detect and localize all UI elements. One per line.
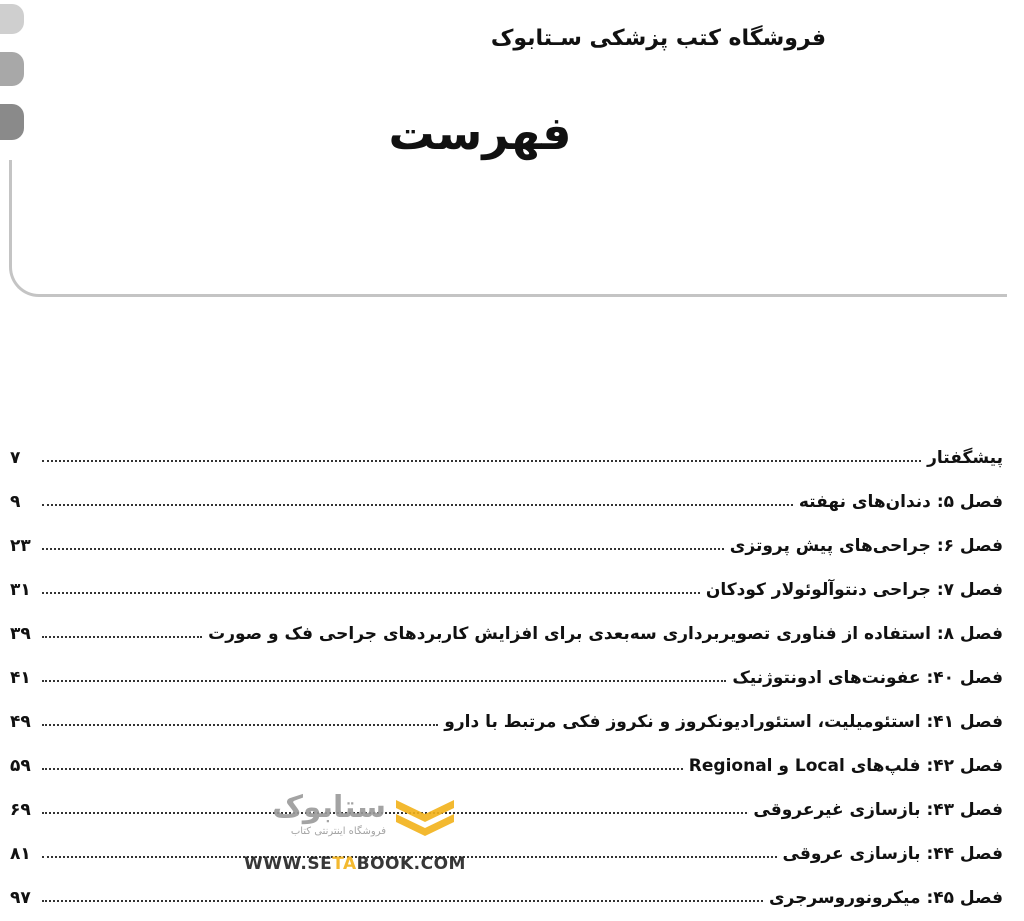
toc-page: ۳۱ <box>10 580 31 600</box>
toc-page: ۴۹ <box>10 712 31 732</box>
watermark-brand: ستابوک <box>272 790 386 825</box>
toc-row[interactable] <box>10 600 1003 644</box>
toc-page: ۳۹ <box>10 624 31 644</box>
toc-title: فصل ۴۳: بازسازی غیرعروقی <box>753 800 1003 820</box>
toc-leader <box>42 548 724 550</box>
toc-title: فصل ۴۵: میکرونوروسرجری <box>768 888 1003 908</box>
url-part: BOOK.COM <box>356 854 466 874</box>
chevron-logo-icon <box>394 796 456 836</box>
toc-row[interactable] <box>10 436 1003 468</box>
toc-leader <box>42 768 683 770</box>
toc-title: پیشگفتار <box>927 448 1003 468</box>
toc-row[interactable] <box>10 688 1003 732</box>
toc-title: فصل ۸: استفاده از فناوری تصویربرداری سه‌بعدی برای افزایش کاربردهای جراحی فک و صورت <box>208 624 1003 644</box>
watermark-url <box>244 854 464 874</box>
toc-page: ۲۳ <box>10 536 31 556</box>
page-tab-2 <box>0 52 24 86</box>
toc-page: ۸۱ <box>10 844 31 864</box>
setabook-watermark <box>236 790 466 880</box>
toc-row[interactable] <box>10 864 1003 908</box>
url-highlight: TA <box>332 854 357 874</box>
toc-page: ۷ <box>10 448 21 468</box>
toc-page: ۹ <box>10 492 21 512</box>
toc-leader <box>42 900 763 902</box>
page-title: فهرست <box>388 106 572 160</box>
toc-title: فصل ۷: جراحی دنتوآلوئولار کودکان <box>705 580 1003 600</box>
toc-title: فصل ۵: دندان‌های نهفته <box>798 492 1003 512</box>
page-tab-3 <box>0 104 24 140</box>
toc-row[interactable] <box>10 644 1003 688</box>
watermark-tagline: فروشگاه اینترنتی کتاب <box>290 826 386 837</box>
header-frame-line <box>9 160 1007 297</box>
toc-title: فصل ۴۰: عفونت‌های ادونتوژنیک <box>732 668 1003 688</box>
toc-title: فصل ۶: جراحی‌های پیش پروتزی <box>729 536 1003 556</box>
toc-leader <box>42 636 202 638</box>
toc-leader <box>42 680 726 682</box>
toc-row[interactable] <box>10 732 1003 776</box>
toc-leader <box>42 504 793 506</box>
toc-leader <box>42 724 438 726</box>
toc-page: ۹۷ <box>10 888 31 908</box>
toc-page: ۶۹ <box>10 800 31 820</box>
table-of-contents <box>10 436 1003 908</box>
toc-title: فصل ۴۱: استئومیلیت، استئورادیونکروز و نکروز فکی مرتبط با دارو <box>444 712 1003 732</box>
store-name: فروشگاه کتب پزشکی سـتابوک <box>490 26 826 51</box>
toc-page: ۴۱ <box>10 668 31 688</box>
toc-leader <box>42 592 700 594</box>
toc-title: فصل ۴۲: فلپ‌های Local و Regional <box>688 756 1003 776</box>
page-tab-1 <box>0 4 24 34</box>
toc-row[interactable] <box>10 820 1003 864</box>
toc-row[interactable] <box>10 512 1003 556</box>
toc-page: ۵۹ <box>10 756 31 776</box>
toc-row[interactable] <box>10 556 1003 600</box>
toc-row[interactable] <box>10 776 1003 820</box>
toc-row[interactable] <box>10 468 1003 512</box>
toc-title: فصل ۴۴: بازسازی عروقی <box>782 844 1003 864</box>
toc-leader <box>42 460 921 462</box>
url-part: WWW.SE <box>244 854 333 874</box>
